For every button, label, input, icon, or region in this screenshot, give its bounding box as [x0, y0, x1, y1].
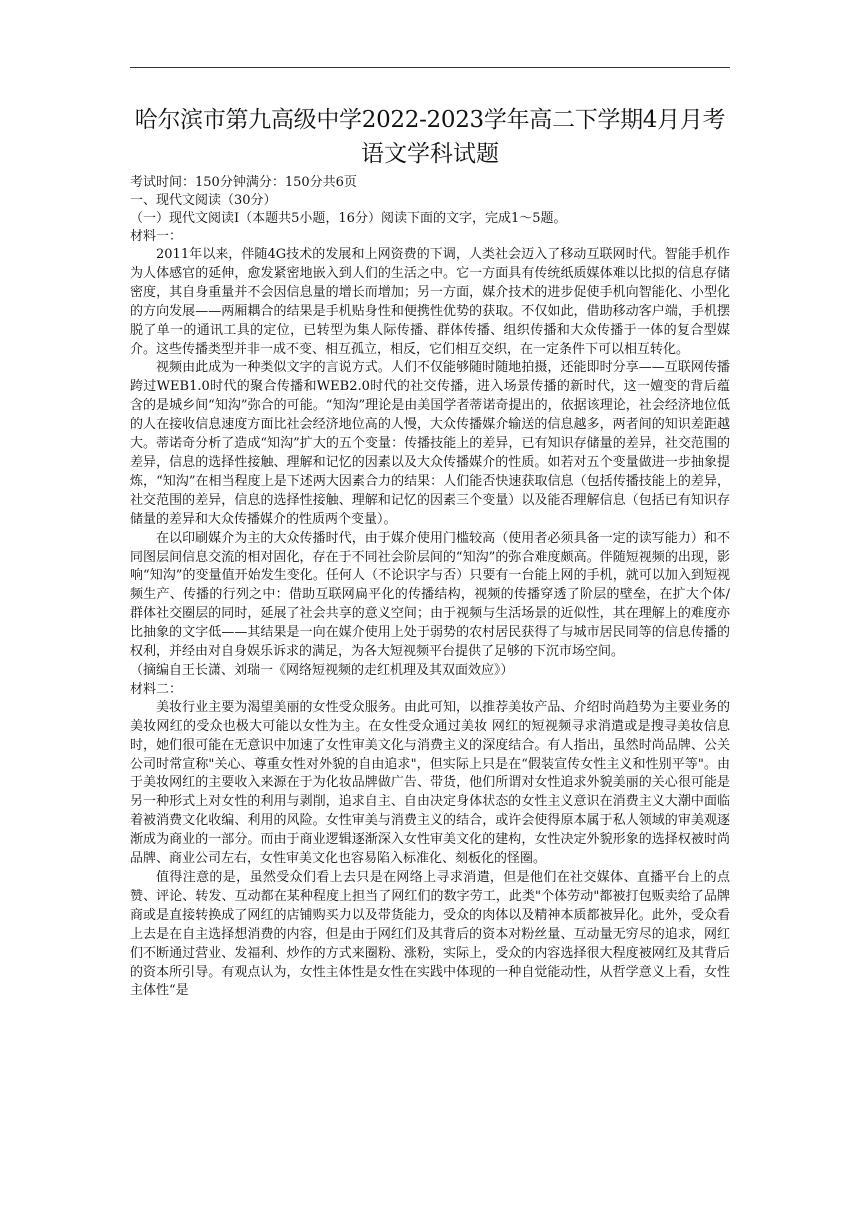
document-body: [130, 103, 730, 1001]
material-2-paragraph: 美妆行业主要为渴望美丽的女性受众服务。由此可知，以推荐美妆产品、介绍时尚趋势为主要业务的美妆网红的受众也极大可能以女性为主。在女性受众通过美妆 网红的短视频寻求消遣或是搜寻美妆信息时，她们很可能在无意识中加速了女性审美文化与消费主义的深度结合。有人指出，虽然时尚品牌、公关公司时常宣称"关心、尊重女性对外貌的自由追求"，但实际上只是在“假装宣传女性主义和性别平等"。由于美妆网红的主要收入来源在于为化妆品牌做广告、带货，他们所谓对女性追求外貌美丽的关心很可能是另一种形式上对女性的利用与剥削，追求自主、自由决定身体状态的女性主义意识在消费主义大潮中面临着被消费文化收编、利用的风险。女性审美与消费主义的结合，或许会使得原本属于私人领域的审美观逐渐成为商业的一部分。而由于商业逻辑逐渐深入女性审美文化的建构，女性决定外貌形象的选择权被时尚品牌、商业公司左右，女性审美文化也容易陷入标准化、刻板化的怪圈。: [130, 699, 730, 867]
material-1-paragraph: 在以印刷媒介为主的大众传播时代，由于媒介使用门槛较高（使用者必须具备一定的读写能力）和不同图层间信息交流的相对固化，存在于不同社会阶层间的“知沟”的弥合难度颇高。伴随短视频的出现，影响“知沟”的变量值开始发生变化。任何人（不论识字与否）只要有一台能上网的手机，就可以加入到短视频生产、传播的行列之中：借助互联网扁平化的传播结构，视频的传播穿透了阶层的壁垒，在扩大个体/群体社交圈层的同时，延展了社会共享的意义空间；由于视频与生活场景的近似性，其在理解上的难度亦比抽象的文字低——其结果是一向在媒介使用上处于弱势的农村居民获得了与城市居民同等的信息传播的权利，并经由对自身娱乐诉求的满足，为各大短视频平台提供了足够的下沉市场空间。: [130, 530, 730, 660]
material-1-paragraph: 视频由此成为一种类似文字的言说方式。人们不仅能够随时随地拍摄，还能即时分享——互联网传播跨过WEB1.0时代的聚合传播和WEB2.0时代的社交传播，进入场景传播的新时代，这一嬗变的背后蕴含的是城乡间“知沟”弥合的可能。“知沟”理论是由美国学者蒂诺奇提出的，依据该理论，社会经济地位低的人在接收信息速度方面比社会经济地位高的人慢，大众传播媒介输送的信息越多，两者间的知识差距越大。蒂诺奇分析了造成“知沟”扩大的五个变量：传播技能上的差异，已有知识存储量的差异，社交范围的差异，信息的选择性接触、理解和记忆的因素以及大众传播媒介的性质。如若对五个变量做进一步抽象提炼，“知沟”在相当程度上是下述两大因素合力的结果：人们能否快速获取信息（包括传播技能上的差异，社交范围的差异，信息的选择性接触、理解和记忆的因素三个变量）以及能否理解信息（包括已有知识存储量的差异和大众传播媒介的性质两个变量）。: [130, 360, 730, 527]
page-title: 哈尔滨市第九高级中学2022-2023学年高二下学期4月月考: [134, 107, 726, 133]
material-1-paragraph: 2011年以来，伴随4G技术的发展和上网资费的下调，人类社会迈入了移动互联网时代。智能手机作为人体感官的延伸，愈发紧密地嵌入到人们的生活之中。它一方面具有传统纸质媒体难以比拟的信息存储密度，其自身重量并不会因信息量的增长而增加；另一方面，媒介技术的进步促使手机向智能化、小型化的方向发展——两厢耦合的结果是手机贴身性和便携性优势的获取。不仅如此，借助移动客户端，手机摆脱了单一的通讯工具的定位，已转型为集人际传播、群体传播、组织传播和大众传播于一体的复合型媒介。这些传播类型并非一成不变、相互孤立，相反，它们相互交织，在一定条件下可以相互转化。: [130, 247, 730, 357]
material-2-label: 材料二：: [130, 681, 183, 697]
material-1-source: （摘编自王长潇、刘瑞一《网络短视频的走红机理及其双面效应》）: [130, 662, 514, 678]
exam-info: 考试时间：150分钟满分：150分共6页: [130, 175, 357, 190]
page-subtitle: 语文学科试题: [361, 141, 499, 167]
material-2-paragraph: 值得注意的是，虽然受众们看上去只是在网络上寻求消遣，但是他们在社交媒体、直播平台上的点赞、评论、转发、互动都在某种程度上担当了网红们的数字劳工，此类"个体劳动"都被打包贩卖给了品牌商或是直接转换成了网红的店铺购买力以及带货能力，受众的肉体以及精神本质都被异化。此外，受众看上去是在自主选择想消费的内容，但是由于网红们及其背后的资本对粉丝量、互动量无穷尽的追求，网红们不断通过营业、发福利、炒作的方式来圈粉、涨粉，实际上，受众的内容选择很大程度被网红及其背后的资本所引导。有观点认为，女性主体性是女性在实践中体现的一种自觉能动性，从哲学意义上看，女性主体性“是: [130, 870, 730, 999]
header-rule: [130, 67, 730, 68]
section-heading: 一、现代文阅读（30分）: [130, 193, 277, 208]
subsection-heading: （一）现代文阅读Ⅰ（本题共5小题，16分）阅读下面的文字，完成1～5题。: [130, 211, 567, 226]
material-1-label: 材料一：: [130, 229, 183, 244]
